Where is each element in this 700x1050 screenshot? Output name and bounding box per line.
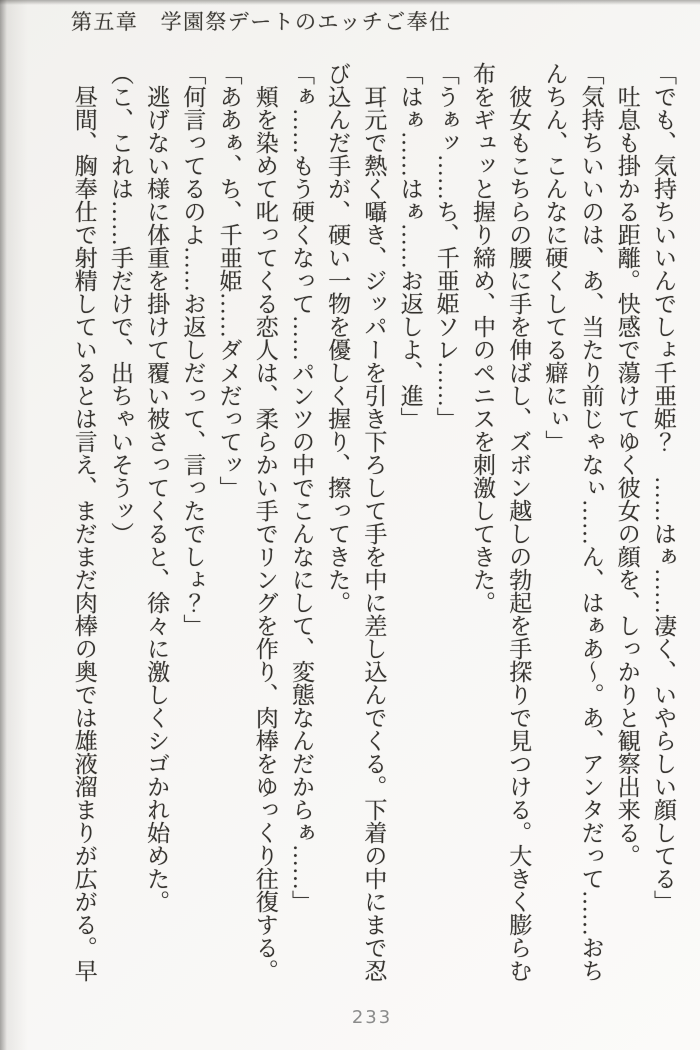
paragraph: 「ああぁ、ち、千亜姫……ダメだってッ」 <box>216 62 242 499</box>
paragraph: 彼女もこちらの腰に手を伸ばし、ズボン越しの勃起を手探りで見つける。大きく膨らむ布をギュッと握り締め、中のペニスを刺激してきた。 <box>469 62 532 982</box>
paragraph: 「でも、気持ちいいんでしょ千亜姫？ ……はぁ……凄く、いやらしい顔してる」 <box>651 62 676 913</box>
paragraph: 耳元で熱く囁き、ジッパーを引き下ろして手を中に差し込んでくる。下着の中にまで忍び込んだ手が、硬い一物を優しく握り、擦ってきた。 <box>325 62 387 982</box>
paragraph: 「気持ちいいのは、あ、当たり前じゃなぃ……ん、はぁあ～。あ、アンタだって……おちんちん、こんなに硬くしてる癖にぃ」 <box>542 62 604 982</box>
paragraph: 頬を染めて叱ってくる恋人は、柔らかい手でリングを作り、肉棒をゆっくり往復する。 <box>252 85 278 982</box>
paragraph: 逃げない様に体重を掛けて覆い被さってくると、徐々に激しくシゴかれ始めた。 <box>144 85 170 913</box>
paragraph: 吐息も掛かる距離。快感で蕩けてゆく彼女の顔を、しっかりと観察出来る。 <box>614 85 640 867</box>
page-number: 233 <box>351 1007 393 1028</box>
text-columns <box>64 62 681 989</box>
chapter-header: 第五章 学園祭デートのエッチご奉仕 <box>71 10 452 34</box>
paragraph: 「何言ってるのよ……お返しだって、言ったでしょ？」 <box>180 62 206 637</box>
paragraph: （こ、これは……手だけで、出ちゃいそうッ） <box>107 62 133 545</box>
paragraph: 昼間、胸奉仕で射精しているとは言え、まだまだ肉棒の奥では雄液溜まりが広がる。早 <box>71 85 97 982</box>
paragraph: 「うぁッ……ち、千亜姫ソレ……」 <box>433 62 459 430</box>
paragraph: 「ぁ……もう硬くなって……パンツの中でこんなにして、変態なんだからぁ……」 <box>288 62 314 913</box>
paragraph: 「はぁ……はぁ……お返しよ、進」 <box>397 62 423 430</box>
